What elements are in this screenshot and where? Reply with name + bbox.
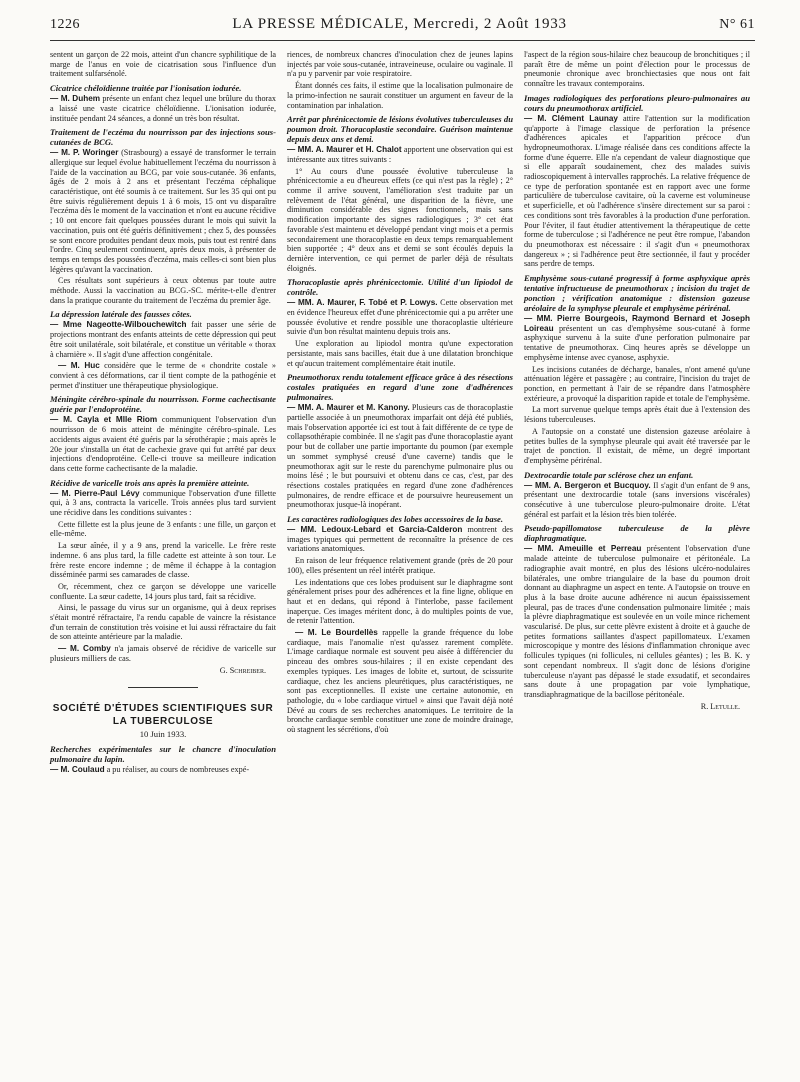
article-text: Ces résultats sont supérieurs à ceux obtenus par toute autre méthode. Aussi la vaccination au BCG.-SC. mérite-t-elle d'entrer dans la pratique courante du traitement de l'eczéma du premier âge. — [50, 276, 276, 305]
article-authors: — M. Coulaud — [50, 764, 105, 774]
article-text — [287, 628, 513, 735]
article-title: Cicatrice chéloïdienne traitée par l'ionisation iodurée. — [50, 83, 242, 94]
article-text — [287, 145, 513, 164]
article-body: Il s'agit d'un enfant de 9 ans, présentant une dextrocardie totale (sans inversions viscérales) consécutive à une tuberculose pleuro-pulmonaire droite. L'état général est parfait et la lésion très bien tolérée. — [524, 480, 751, 519]
article-title: Emphysème sous-cutané progressif à forme asphyxique après tentative infructueuse de pneumothorax ; incision du trajet de ponction ; vérification anatomique : distension gazeuse aréolaire de la symphyse pleurale et emphysème périrénal. — [524, 273, 750, 314]
article-body: (Strasbourg) a essayé de transformer le terrain allergique sur lequel évolue habituellement l'eczéma du nourrisson à l'aide de la vaccination au BCG, par voie sous-cutanée. 36 enfants, âgés de 2 mois à 2 ans et présentant l'eczéma céphalique caractéristique, ont été soumis à ce traitement. Sur les 35 qui ont pu être suivis régulièrement depuis 1 à 6 mois, 15 ont vu disparaître l'eczéma dès le moment de la vaccination et n'ont eu aucune récidive ; 10 ont encore fait quelques poussées durant le mois qui suivit la vaccination, puis ont été guéris définitivement ; chez 5, des poussées se sont encore produites pendant deux mois, puis tout est rentré dans l'ordre. Cinq seulement continuent, après deux mois, à présenter de temps en temps des poussées d'eczéma, mais celles-ci sont bien plus légères qu'avant la vaccination. — [50, 148, 277, 274]
article-text: Cette fillette est la plus jeune de 3 enfants : une fille, un garçon et elle-même. — [50, 519, 276, 539]
article-text — [287, 298, 513, 337]
article-authors: — MM. Pierre Bourgeois, Raymond Bernard et Joseph Loireau — [524, 314, 750, 333]
signature: R. Letulle. — [700, 701, 740, 711]
session-date: 10 Juin 1933. — [139, 729, 187, 740]
article-body: n'a jamais observé de récidive de varicelle sur plusieurs milliers de cas. — [50, 644, 276, 663]
article-text: Une exploration au lipiodol montra qu'une expectoration persistante, mais sans bacilles, était due à une dilatation bronchique et qu'aucun traitement complémentaire était inutile. — [287, 339, 513, 368]
article-authors: — M. Duhem — [50, 94, 101, 104]
article-title: Récidive de varicelle trois ans après la première atteinte. — [50, 477, 250, 488]
article-title: Méningite cérébro-spinale du nourrisson. Forme cachectisante guérie par l'endoprotéine. — [50, 394, 276, 415]
section-divider — [128, 687, 198, 688]
article-authors: — MM. A. Maurer, F. Tobé et P. Lowys. — [287, 298, 438, 308]
article-text: La sœur aînée, il y a 9 ans, prend la varicelle. Le frère reste indemne. 6 ans plus tard, la fille cadette est atteinte à son tour. Le frère reste encore indemne ; de même il échappe à la contagion disséminée parmi ses camarades de classe. — [50, 541, 276, 580]
article-title: Dextrocardie totale par sclérose chez un enfant. — [524, 469, 694, 480]
article-title: Pneumothorax rendu totalement efficace grâce à des résections costales pratiquées en regard d'une zone d'adhérences pulmonaires. — [287, 372, 513, 403]
column-3 — [524, 50, 750, 717]
article-text — [50, 644, 276, 663]
article-title: Les caractères radiologiques des lobes accessoires de la base. — [287, 514, 504, 525]
signature: G. Schreiber. — [219, 665, 266, 675]
article-authors: — MM. Ledoux-Lebard et Garcia-Calderon — [287, 525, 463, 535]
article-authors: — MM. A. Maurer et H. Chalot — [287, 145, 402, 155]
article-text — [50, 415, 276, 473]
article-body: Cette observation met en évidence l'heureux effet d'une phrénicectomie qui a pu arrêter une poussée évolutive et rendre possible une thoracoplastie ultérieure suivie d'un bon résultat maintenu depuis trois ans. — [287, 298, 514, 337]
page-number: 1226 — [50, 17, 80, 32]
article-text — [50, 94, 276, 123]
article-text: 1° Au cours d'une poussée évolutive tuberculeuse la phrénicectomie a eu d'heureux effets (ce qui n'est pas la règle) ; 2° comme il arrive souvent, l'amélioration s'est traduite par un relèvement de l'état général, une disparition de la fièvre, une diminution considérable des signes fonctionnels, mais sans modification importante des signes radiologiques ; 3° cet état favorable s'est maintenu et développé pendant vingt mois et a permis secondairement une thoracoplastie en deux temps remarquablement bien supportée ; 4° deux ans et demi se sont écoulés depuis la dernière intervention, ce qui permet de parler déjà de résultats éloignés. — [287, 166, 513, 273]
article-authors: — Mme Nageotte-Wilbouchewitch — [50, 320, 187, 330]
article-title: Images radiologiques des perforations pleuro-pulmonaires au cours du pneumothorax artificiel. — [524, 92, 750, 113]
article-body: apportent une observation qui est intéressante aux titres suivants : — [287, 145, 514, 164]
article-text: Ainsi, le passage du virus sur un organisme, qui à deux reprises s'était montré réfractaire, l'a rendu capable de vaincre la résistance d'un terrain de constitution très voisine et lui aussi réfractaire du fait de son atteinte antérieure par la maladie. — [50, 603, 276, 642]
article-body: fait passer une série de projections montrant des enfants atteints de cette dépression qui peut être soit unilatérale, soit bilatérale, et constitue un véritable « thorax à charnière ». Il s'agit d'une affection congénitale. — [50, 320, 276, 359]
column-1 — [50, 50, 276, 777]
article-body: rappelle la grande fréquence du lobe cardiaque, mais l'anomalie n'est qu'assez rarement complète. L'image cardiaque normale est souvent peu aisée à différencier du pinceau des ombres sous-hilaires ; il en existe cependant des exemples typiques. Les images de lobite et, surtout, de scissurite cardiaque, chez les anciens pleurétiques, plus caractéristiques, ne sont pas exceptionnelles. Il existe une certaine autonomie, en pathologie, du « lobe cardiaque virtuel » ainsi que l'avait déjà noté Dévé au cours de ses recherches anatomiques. Le territoire de la bronche cardiaque semble constituer une zone de moindre drainage, où stagnent les sécrétions, d'où — [287, 628, 513, 735]
article-authors: — MM. A. Maurer et M. Kanony. — [287, 403, 410, 413]
article-title: Traitement de l'eczéma du nourrisson par des injections sous-cutanées de BCG. — [50, 127, 276, 148]
article-text — [50, 489, 276, 518]
column-2 — [287, 50, 513, 737]
article-text: En raison de leur fréquence relativement grande (près de 20 pour 100), elles présentent un réel intérêt pratique. — [287, 556, 513, 575]
article-authors: — MM. Ameuille et Perreau — [524, 544, 642, 554]
article-text: A l'autopsie on a constaté une distension gazeuse aréolaire à petites bulles de la symphyse pleurale qui avait été traversée par le trajet de ponction. Il existait, de même, un degré important d'emphysème périrénal. — [524, 426, 750, 465]
article-text: Or, récemment, chez ce garçon se développe une varicelle confluente. La sœur cadette, 14 jours plus tard, fait sa récidive. — [50, 581, 276, 601]
col3-intro: l'aspect de la région sous-hilaire chez beaucoup de bronchitiques ; il paraît être de même un point d'élection pour le processus de pneumonie chronique avec bronchiectasies que nous ont fait connaître les travaux contemporains. — [524, 50, 750, 89]
article-text — [524, 314, 750, 363]
article-authors: — M. Huc — [58, 361, 100, 371]
article-body: présentent un cas d'emphysème sous-cutané à forme asphyxique survenu à la suite d'une perforation pulmonaire par tentative de pneumothorax. Cinq heures après se développe un emphysème intense avec cyanose, asphyxie. — [524, 323, 750, 362]
article-text — [287, 403, 513, 510]
article-title: Recherches expérimentales sur le chancre d'inoculation pulmonaire du lapin. — [50, 743, 276, 764]
article-authors: — M. Clément Launay — [524, 113, 618, 123]
article-text — [287, 525, 513, 554]
article-text: Les indentations que ces lobes produisent sur le diaphragme sont généralement prises pour des adhérences et la fine ligne, oblique en haut et en dedans, qui répond à l'interlobe, passe facilement inaperçue. Ces images méritent donc, à do multiples points de vue, de retenir l'attention. — [287, 577, 513, 626]
article-authors: — M. P. Woringer — [50, 148, 119, 158]
issue-number: N° 61 — [719, 17, 755, 32]
article-body: communique l'observation d'une fillette qui, à 3 ans, contracta la varicelle. Trois années plus tard survient une récidive dans les conditions suivantes : — [50, 488, 276, 518]
article-authors: — M. Comby — [58, 644, 111, 654]
article-text: La mort survenue quelque temps après était due à l'extension des lésions tuberculeuses. — [524, 405, 750, 425]
article-body: attire l'attention sur la modification qu'apporte à l'image classique de perforation la présence d'adhérences apicales et l'apparition précoce d'un hydropneumothorax. L'image réalisée dans ces conditions affecte la forme d'une équerre. Elle n'a cependant de valeur diagnostique que si elle apparaît soudainement, chez des malades suivis radioscopiquement à intervalles rapprochés. La relative fréquence de ce type de perforation spontanée est en rapport avec une forme particulière de tuberculose cavitaire, où la caverne est volumineuse et superficielle, et où l'adhérence s'insère directement sur sa paroi : ces conditions sont très favorables à la production d'une perforation. Pour l'éviter, il faut étudier attentivement la thérapeutique de cette forme de tuberculose ; si l'adhérence ne peut être rompue, l'abandon du pneumothorax est nécessaire : il s'agit d'un « pneumothorax dangereux » ; si l'adhérence peut être sectionnée, il faut y procéder sans perdre de temps. — [524, 113, 750, 269]
article-authors: — MM. A. Bergeron et Bucquoy. — [524, 480, 651, 490]
article-text: Les incisions cutanées de décharge, banales, n'ont amené qu'une atténuation légère et passagère ; au contraire, l'incision du trajet de ponction, en permettant à l'air de se répandre dans l'atmosphère extérieure, a provoqué la disparition rapide et totale de l'emphysème. — [524, 364, 750, 403]
journal-title: LA PRESSE MÉDICALE, Mercredi, 2 Août 1933 — [232, 16, 567, 32]
article-authors: — M. Le Bourdellès — [295, 628, 378, 638]
article-title: Arrêt par phrénicectomie de lésions évolutives tuberculeuses du poumon droit. Thoracoplastie secondaire. Guérison maintenue depuis deux ans et demi. — [287, 114, 513, 145]
article-body: Plusieurs cas de thoracoplastie partielle associée à un pneumothorax imparfait ont déjà été publiés, mais l'observation apportée ici est tout à fait différente de ce type de collapsothérapie combinée. Il ne s'agit pas d'une thoracoplastie ayant pour but de collaber une partie importante du poumon (par exemple un sommet symphysé creusé d'une caverne) tandis que le pneumothorax agit sur le reste du parenchyme pulmonaire plus ou moins lésé ; le but poursuivi et obtenu dans ce cas, c'est, par des résections costales pratiquées en regard d'une zone d'adhérences pulmonaires, de rendre efficace et de poursuivre heureusement un pneumothorax jusque-là inopérant. — [287, 403, 513, 510]
article-text — [524, 544, 750, 699]
article-title: Pseudo-papillomatose tuberculeuse de la plèvre diaphragmatique. — [524, 523, 750, 544]
header-rule — [50, 40, 755, 41]
article-text — [524, 481, 750, 520]
article-text — [50, 320, 276, 359]
article-text — [50, 148, 276, 274]
col1-intro: sentent un garçon de 22 mois, atteint d'un chancre syphilitique de la marge de l'anus en voie de cicatrisation sous l'influence d'un traitement sulfarsénolé. — [50, 50, 276, 79]
article-body: présentent l'observation d'une malade atteinte de tuberculose pulmonaire et péritonéale. La radiographie avait montré, en plus des lésions ulcéro-nodulaires bilatérales, une ombre triangulaire de la base du poumon droit donnant au diaphragme un aspect en tente. A l'autopsie on trouve en plus à la base droite aucune adhérence ni aucun épaississement pleural, pas de traces d'une condensation pulmonaire limitée ; mais la plèvre diaphragmatique est soulevée en un voile mince richement vascularisé. De plus, sur cette plèvre existent à droite et à gauche de petites formations saillantes d'aspect papillomateux. L'examen microscopique y montre des lésions d'inflammation chronique avec follicules typiques (ni follicules, ni cellules géantes) ; les B. K. y sont cependant nombreux. Il s'agit donc de lésions d'origine tuberculeuse n'ayant pas dépassé le stade exsudatif, et secondaires sans doute à une propagation par voie lymphatique, transdiaphragmatique de la bacillose péritonéale. — [524, 544, 750, 699]
article-authors: — M. Cayla et Mlle Riom — [50, 415, 158, 425]
page-header — [50, 16, 755, 38]
article-authors: — M. Pierre-Paul Lévy — [50, 488, 140, 498]
society-heading: SOCIÉTÉ D'ÉTUDES SCIENTIFIQUES SUR LA TUBERCULOSE — [52, 703, 274, 728]
article-body: considère que le terme de « chondrite costale » convient à ces déformations, car il tient compte de la pathogénie et permet d'instituer une thérapeutique physiologique. — [50, 361, 276, 390]
article-body: montrent des images typiques qui permettent de reconnaître la présence de ces variations anatomiques. — [287, 525, 513, 554]
article-title: La dépression latérale des fausses côtes. — [50, 309, 192, 320]
article-body: communiquent l'observation d'un nourrisson de 6 mois atteint de méningite cérébro-spinale. Les accidents aigus avaient été guéris par la sérothérapie ; mais après le 20e jour s'installa un état de cachexie grave qui fut arrêté par deux injections d'endoprotéine. Celle-ci trouve sa meilleure indication dans cette forme cachectisante de la maladie. — [50, 415, 277, 473]
article-text — [50, 765, 276, 775]
article-text — [524, 114, 750, 269]
article-body: a pu réaliser, au cours de nombreuses expé- — [106, 764, 250, 774]
article-text: Étant donnés ces faits, il estime que la localisation pulmonaire de la primo-infection ne saurait constituer un argument en faveur de la contamination par inhalation. — [287, 81, 513, 110]
article-text — [50, 361, 276, 390]
article-title: Thoracoplastie après phrénicectomie. Utilité d'un lipiodol de contrôle. — [287, 277, 513, 298]
col2-intro: riences, de nombreux chancres d'inoculation chez de jeunes lapins injectés par voie sous-cutanée, intraveineuse, oculaire ou vaginale. Il n'a pu y parvenir par voie respiratoire. — [287, 50, 513, 79]
article-body: présente un enfant chez lequel une brûlure du thorax a laissé une vaste cicatrice chéloïdienne. L'ionisation iodurée, instituée pendant 24 séances, a donné un très bon résultat. — [50, 94, 277, 123]
